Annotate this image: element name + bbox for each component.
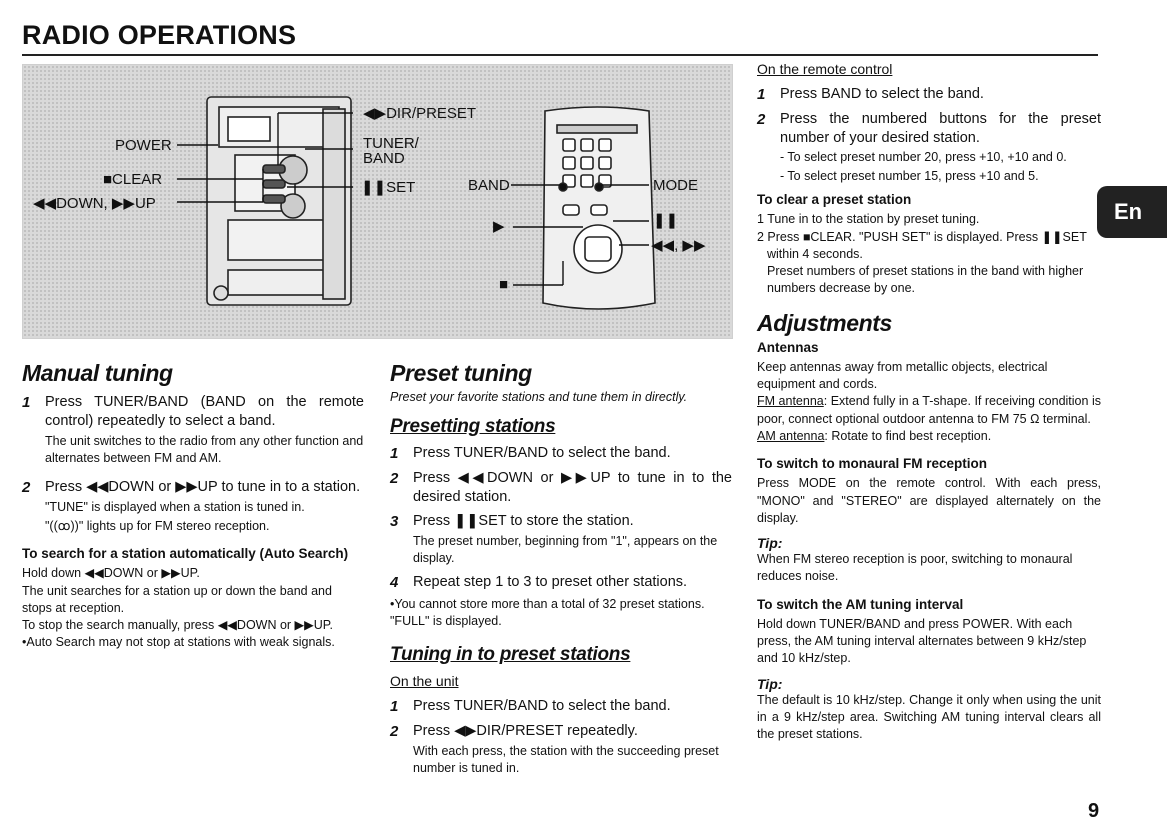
auto-search-text: The unit searches for a station up or down the band and stops at reception. [22,583,332,615]
step-text: Press ❚❚SET to store the station. [413,513,634,530]
step-note: - To select preset number 20, press +10, +10 and 0. [780,150,1067,165]
on-the-unit-heading: On the unit [390,673,459,690]
manual-step-2 [22,478,364,535]
am-antenna-desc: : Rotate to find best reception. [824,428,992,443]
preset-tuning-title: Preset tuning [390,360,532,386]
antennas-text: Keep antennas away from metallic objects, electrical equipment and cords. [757,359,1048,392]
language-tab: En [1097,186,1167,238]
preset-step-3 [390,512,732,567]
step-text: Press the numbered buttons for the preset number of your desired station. [780,110,1101,146]
clear-preset-heading: To clear a preset station [757,192,912,208]
step-number: 2 [22,479,31,497]
step-text: Repeat step 1 to 3 to preset other stations. [413,574,688,590]
step-note: "((ꝏ))" lights up for FM stereo reception. [45,519,270,534]
tip-text: The default is 10 kHz/step. Change it only when using the unit in a 9 kHz/step area. Switching AM tuning interval clears all the preset stations. [757,692,1101,742]
set-callout: ❚❚SET [361,179,416,196]
step-text: Press ◀◀DOWN or ▶▶UP to tune in to a station. [45,479,361,496]
step-text: Press TUNER/BAND (BAND on the remote control) repeatedly to select a band. [45,394,364,429]
step-text: Press TUNER/BAND to select the band. [413,698,671,715]
mono-text: Press MODE on the remote control. With each press, "MONO" and "STEREO" are displayed alternately on the display. [757,476,1101,525]
fm-antenna-desc: : Extend fully in a T-shape. If receiving condition is poor, connect optional outdoor antenna to FM 75 Ω terminal. [757,394,1101,426]
step-number: 2 [757,110,766,128]
am-interval-heading: To switch the AM tuning interval [757,596,964,612]
skip-callout: ◀◀, ▶▶ [651,237,706,254]
step-text: Press BAND to select the band. [780,85,984,102]
step-number: 2 [390,723,399,741]
mode-callout: MODE [653,177,698,194]
title-rule [22,54,1098,56]
fm-antenna-text [757,393,1101,428]
auto-search-heading: To search for a station automatically (Auto Search) [22,546,349,562]
auto-search-note: • Auto Search may not stop at stations with weak signals. [22,634,364,651]
tuner-band-callout: TUNER/ BAND [363,135,419,167]
down-up-callout: ◀◀DOWN, ▶▶UP [33,195,156,212]
clear-step-note: Preset numbers of preset stations in the band with higher numbers decrease by one. [767,264,1084,296]
step-note: "TUNE" is displayed when a station is tuned in. [45,500,305,515]
manual-tuning-title: Manual tuning [22,360,173,386]
play-callout: ▶ [493,218,505,235]
clear-step-text: 2 Press ■CLEAR. "PUSH SET" is displayed. Press ❚❚SET [757,229,1087,244]
step-number: 1 [390,698,399,716]
preset-step-1 [390,444,732,463]
clear-step-text: within 4 seconds. [767,246,863,261]
remote-control-drawing [543,107,655,309]
tuning-preset-title: Tuning in to preset stations [390,644,631,666]
tip-heading: Tip: [757,535,783,552]
stereo-unit-drawing [207,97,351,305]
manual-step-1 [22,393,364,466]
auto-search-text: Hold down ◀◀DOWN or ▶▶UP. [22,566,200,581]
unit-step-2 [390,722,732,777]
am-antenna-text [757,428,1101,445]
preset-intro: Preset your favorite stations and tune them in directly. [390,390,688,404]
step-number: 4 [390,574,399,591]
presetting-stations-title: Presetting stations [390,415,556,437]
step-note: The unit switches to the radio from any other function and alternates between FM and AM. [45,433,364,465]
band-callout: BAND [468,177,510,194]
device-illustration [22,64,733,339]
remote-step-1 [757,85,1101,104]
step-text: Press ◀◀DOWN or ▶▶UP to tune in to the desired station. [413,469,732,505]
step-text: Press TUNER/BAND to select the band. [413,444,671,461]
step-number: 1 [757,85,766,103]
preset-limit-note: • You cannot store more than a total of 32 preset stations. [390,596,732,613]
tip-heading: Tip: [757,675,783,692]
page-title: RADIO OPERATIONS [22,20,297,50]
am-antenna-label: AM antenna [757,428,825,443]
step-number: 3 [390,513,399,531]
dir-preset-callout: ◀▶DIR/PRESET [363,105,477,122]
adjustments-title: Adjustments [757,309,892,336]
step-number: 2 [390,469,399,487]
remote-heading: On the remote control [757,61,893,77]
am-interval-text: Hold down TUNER/BAND and press POWER. With each press, the AM tuning interval alternates between 9 kHz/step and 10 kHz/step. [757,616,1087,666]
power-callout: POWER [115,137,172,154]
manual-tuning-section [22,360,364,652]
step-number: 1 [390,444,399,462]
clear-step-text: 1 Tune in to the station by preset tuning. [757,212,980,227]
preset-tuning-section [390,360,732,781]
step-note: - To select preset number 15, press +10 and 5. [780,169,1039,184]
page-number: 9 [1088,800,1100,822]
step-note: The preset number, beginning from "1", appears on the display. [413,534,718,566]
preset-step-4 [390,573,732,592]
remote-step-2 [757,110,1101,185]
step-note: With each press, the station with the succeeding preset number is tuned in. [413,743,719,775]
pause-callout: ❚❚ [653,212,679,229]
unit-step-1 [390,697,732,716]
preset-full-note: "FULL" is displayed. [390,614,502,629]
clear-callout: ■CLEAR [103,171,163,188]
step-number: 1 [22,394,31,411]
stop-callout: ■ [499,276,509,293]
auto-search-text: To stop the search manually, press ◀◀DOWN or ▶▶UP. [22,618,334,632]
mono-heading: To switch to monaural FM reception [757,456,988,472]
preset-step-2 [390,469,732,507]
step-text: Press ◀▶DIR/PRESET repeatedly. [413,723,638,740]
tip-text: When FM stereo reception is poor, switching to monaural reduces noise. [757,552,1073,584]
fm-antenna-label: FM antenna [757,394,824,409]
antennas-heading: Antennas [757,339,819,355]
remote-and-adjustments-section [757,60,1101,743]
